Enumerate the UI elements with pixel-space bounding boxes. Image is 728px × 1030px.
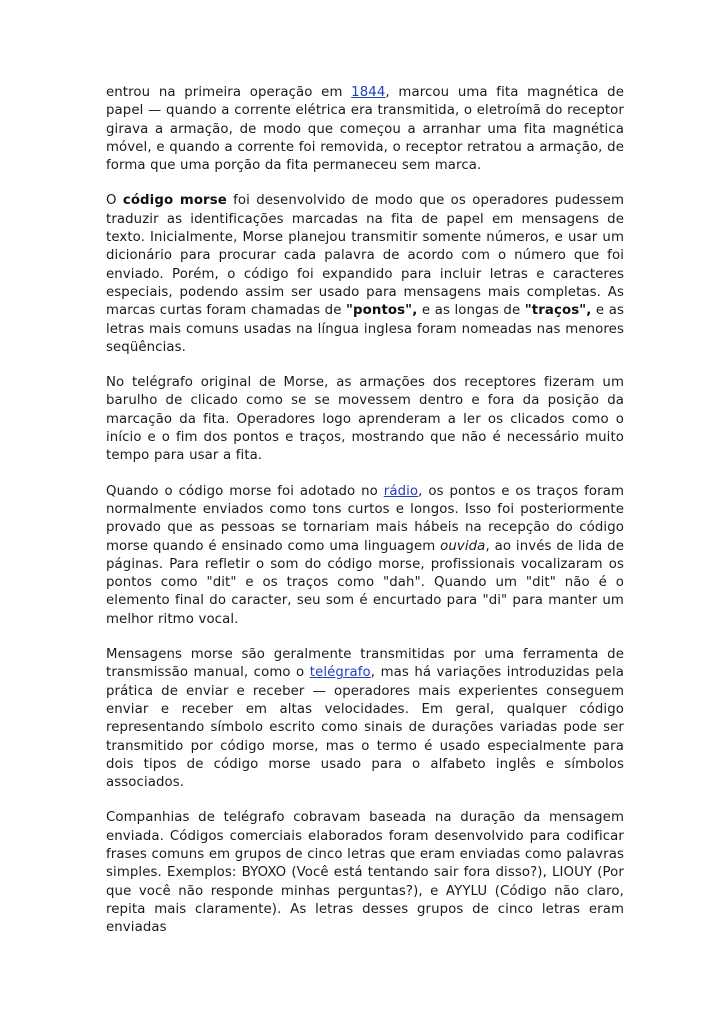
paragraph-2-text-a: O xyxy=(106,193,123,209)
paragraph-5-text-b: , mas há variações introduzidas pela prática de enviar e receber — operadores mais experientes conseguem enviar e receber em altas velocidades. Em geral, qualquer código representando símbolo escrito como sinais de durações variadas pode ser transmitido por código morse, mas o termo é usado especialmente para dois tipos de código morse usado para o alfabeto inglês e símbolos associados. xyxy=(106,665,624,791)
paragraph-4-text-b: , os pontos e os traços foram normalmente enviados como tons curtos e longos. Isso foi posteriormente provado que as pessoas se tornariam mais hábeis na recepção do código morse quando é ensinado como uma linguagem xyxy=(106,483,625,554)
paragraph-3: No telégrafo original de Morse, as armações dos receptores fizeram um barulho de clicado como se se movessem dentro e fora da posição da marcação da fita. Operadores logo aprenderam a ler os clicados como o início e o fim dos pontos e traços, mostrando que não é necessário muito tempo para usar a fita. xyxy=(106,375,624,464)
paragraph-1 xyxy=(106,84,624,175)
paragraph-4-text-c: , ao invés de lida de páginas. Para refletir o som do código morse, profissionais vocalizaram os pontos como "dit" e os traços como "dah". Quando um "dit" não é o elemento final do caracter, seu som é encurtado para "di" para manter um melhor ritmo vocal. xyxy=(106,538,625,627)
paragraph-2-text-d: e as letras mais comuns usadas na língua inglesa foram nomeadas nas menores seqüências. xyxy=(106,303,625,355)
paragraph-2-text-b: foi desenvolvido de modo que os operadores pudessem traduzir as identificações marcadas na fita de papel em mensagens de texto. Inicialmente, Morse planejou transmitir somente números, e usar um dicionário para procurar cada palavra de acordo com o número que foi enviado. Porém, o código foi expandido para incluir letras e caracteres especiais, podendo assim ser usado para mensagens mais completas. As marcas curtas foram chamadas de xyxy=(106,193,624,319)
bold-tracos: "traços", xyxy=(524,303,592,319)
link-1844[interactable]: 1844 xyxy=(351,85,386,100)
paragraph-5-text-a: Mensagens morse são geralmente transmitidas por uma ferramenta de transmissão manual, como o xyxy=(106,647,624,681)
bold-codigo-morse: código morse xyxy=(122,193,227,209)
link-radio[interactable]: rádio xyxy=(383,483,419,499)
paragraph-4-text-a: Quando o código morse foi adotado no xyxy=(106,483,384,499)
bold-pontos: "pontos", xyxy=(346,303,418,319)
paragraph-2-text-c: e as longas de xyxy=(417,303,525,319)
italic-ouvida: ouvida xyxy=(440,538,486,554)
paragraph-2 xyxy=(106,192,624,357)
paragraph-4 xyxy=(106,483,624,629)
paragraph-1-text-a: entrou na primeira operação em xyxy=(106,85,352,100)
document-page xyxy=(106,84,624,954)
paragraph-1-text-b: , marcou uma fita magnética de papel — quando a corrente elétrica era transmitida, o eletroímã do receptor girava a armação, de modo que começou a arranhar uma fita magnética móvel, e quando a corrente foi removida, o receptor retratou a armação, de forma que uma porção da fita permaneceu sem marca. xyxy=(106,85,624,174)
paragraph-5 xyxy=(106,646,624,792)
paragraph-6: Companhias de telégrafo cobravam baseada na duração da mensagem enviada. Códigos comerciais elaborados foram desenvolvido para codificar frases comuns em grupos de cinco letras que eram enviadas como palavras simples. Exemplos: BYOXO (Você está tentando sair fora disso?), LIOUY (Por que você não responde minhas perguntas?), e AYYLU (Código não claro, repita mais claramente). As letras desses grupos de cinco letras eram enviadas xyxy=(106,810,624,936)
link-telegrafo[interactable]: telégrafo xyxy=(309,665,371,681)
